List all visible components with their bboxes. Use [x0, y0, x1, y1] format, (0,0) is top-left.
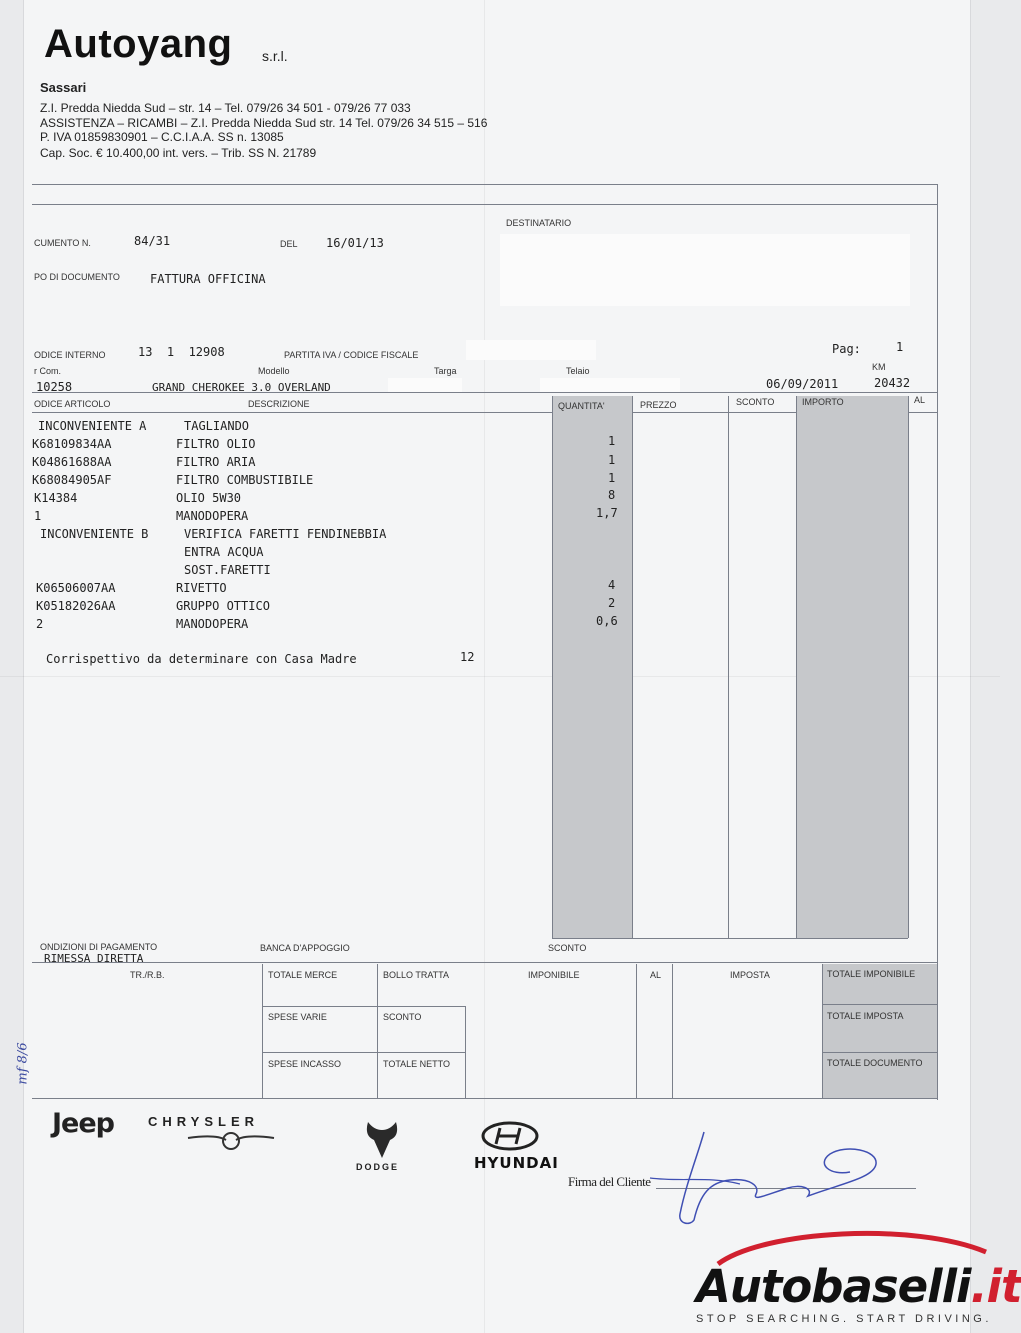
qty-column-shade — [552, 396, 632, 938]
row-code: K04861688AA — [32, 455, 112, 469]
imposta-label: IMPOSTA — [730, 970, 770, 980]
vehicle-model: GRAND CHEROKEE 3.0 OVERLAND — [152, 381, 331, 394]
vehicle-com: 10258 — [36, 380, 73, 394]
col-price: PREZZO — [640, 400, 677, 410]
company-suffix: s.r.l. — [262, 48, 288, 64]
frame-line — [32, 962, 938, 963]
payment-conditions: RIMESSA DIRETTA — [44, 952, 144, 965]
imponibile-label: IMPONIBILE — [528, 970, 580, 980]
column-divider — [796, 396, 797, 938]
internal-code: 13 1 12908 — [138, 345, 225, 359]
chrysler-logo: CHRYSLER — [148, 1114, 260, 1129]
row-code: K14384 — [34, 491, 78, 505]
del-label: DEL — [280, 239, 298, 249]
frame-line — [32, 1098, 938, 1099]
totale-merce-label: TOTALE MERCE — [268, 970, 338, 980]
plate-label: Targa — [434, 366, 457, 376]
row-qty: 0,6 — [596, 614, 618, 628]
row-code: INCONVENIENTE A — [38, 419, 147, 433]
row-desc: FILTRO COMBUSTIBILE — [176, 473, 314, 487]
row-qty: 1 — [608, 453, 616, 467]
dodge-logo: DODGE — [356, 1162, 400, 1172]
totals-divider — [636, 964, 637, 1098]
totale-netto-label: TOTALE NETTO — [383, 1059, 451, 1069]
spese-varie-label: SPESE VARIE — [268, 1012, 327, 1022]
dodge-ram-icon — [362, 1118, 402, 1160]
chrysler-wings-icon — [186, 1130, 276, 1152]
row-qty: 1 — [608, 471, 616, 485]
payment-discount-label: SCONTO — [548, 943, 587, 953]
row-desc: OLIO 5W30 — [176, 491, 242, 505]
row-qty: 1,7 — [596, 506, 618, 520]
col-description: DESCRIZIONE — [248, 399, 310, 409]
com-label: r Com. — [34, 366, 61, 376]
row-desc: FILTRO OLIO — [176, 437, 256, 451]
trrb-label: TR./R.B. — [130, 970, 165, 980]
watermark-logo — [696, 1260, 1021, 1313]
totals-divider — [822, 1052, 937, 1053]
doc-type-label: PO DI DOCUMENTO — [34, 272, 120, 282]
column-divider — [908, 396, 909, 938]
row-qty: 1 — [608, 434, 616, 448]
address-line: Z.I. Predda Niedda Sud – str. 14 – Tel. 079/26 34 501 - 079/26 77 033 — [40, 101, 411, 115]
row-code: 2 — [36, 617, 44, 631]
company-name: Autoyang — [44, 22, 233, 66]
redacted-frame — [540, 378, 680, 392]
internal-code-label: ODICE INTERNO — [34, 350, 106, 360]
spese-incasso-label: SPESE INCASSO — [268, 1059, 342, 1069]
column-divider — [728, 396, 729, 938]
col-qty: QUANTITA' — [558, 401, 605, 411]
payment-conditions-label: ONDIZIONI DI PAGAMENTO — [40, 942, 158, 952]
totals-divider — [822, 964, 823, 1098]
frame-label: Telaio — [566, 366, 590, 376]
note-text: Corrispettivo da determinare con Casa Madre — [46, 652, 357, 666]
doc-date: 16/01/13 — [326, 236, 384, 250]
vehicle-date: 06/09/2011 — [766, 377, 839, 391]
amount-column-shade — [796, 396, 908, 938]
hyundai-logo: HYUNDAI — [474, 1154, 559, 1172]
company-city: Sassari — [40, 80, 87, 95]
row-code: K06506007AA — [36, 581, 116, 595]
address-line: ASSISTENZA – RICAMBI – Z.I. Predda Niedda Sud str. 14 Tel. 079/26 34 515 – 516 — [40, 116, 488, 130]
totals-divider — [262, 1052, 466, 1053]
row-qty: 4 — [608, 578, 616, 592]
note-value: 12 — [460, 650, 475, 664]
doc-type: FATTURA OFFICINA — [150, 272, 266, 286]
watermark-name: Autobaselli — [696, 1260, 971, 1313]
redacted-plate — [388, 378, 462, 392]
destinatario-label: DESTINATARIO — [506, 218, 572, 228]
bank-label: BANCA D'APPOGGIO — [260, 943, 350, 953]
totals-divider — [262, 964, 263, 1098]
vat-label: PARTITA IVA / CODICE FISCALE — [284, 350, 419, 360]
column-bottom — [552, 938, 908, 939]
row-code: K68084905AF — [32, 473, 112, 487]
totals-shade — [822, 964, 937, 1098]
totals-divider — [262, 1006, 466, 1007]
jeep-logo: Jeep — [52, 1108, 114, 1139]
al-label: AL — [650, 970, 662, 980]
totale-documento-label: TOTALE DOCUMENTO — [827, 1058, 923, 1068]
col-vat: AL — [914, 395, 926, 405]
row-qty: 2 — [608, 596, 616, 610]
frame-line — [32, 184, 938, 185]
signature-scribble — [640, 1124, 880, 1234]
address-line: Cap. Soc. € 10.400,00 int. vers. – Trib. SS N. 21789 — [40, 146, 317, 160]
watermark-tagline: STOP SEARCHING. START DRIVING. — [696, 1313, 992, 1325]
column-divider — [552, 396, 553, 938]
col-discount: SCONTO — [736, 397, 775, 407]
vehicle-km: 20432 — [874, 376, 911, 390]
totals-divider — [822, 1004, 937, 1005]
watermark-tld: .it — [970, 1260, 1021, 1313]
col-code: ODICE ARTICOLO — [34, 399, 111, 409]
row-code: 1 — [34, 509, 42, 523]
page-number: 1 — [896, 340, 904, 354]
row-desc: GRUPPO OTTICO — [176, 599, 270, 613]
row-desc: FILTRO ARIA — [176, 455, 256, 469]
totale-imposta-label: TOTALE IMPOSTA — [827, 1011, 904, 1021]
column-divider — [632, 396, 633, 938]
doc-number-label: CUMENTO N. — [34, 238, 91, 248]
row-code: K68109834AA — [32, 437, 112, 451]
bollo-tratta-label: BOLLO TRATTA — [383, 970, 450, 980]
totals-divider — [377, 964, 378, 1098]
address-line: P. IVA 01859830901 – C.C.I.A.A. SS n. 13085 — [40, 130, 284, 144]
doc-number: 84/31 — [134, 234, 171, 248]
margin-note: mf 8/6 — [15, 1042, 31, 1085]
col-amount: IMPORTO — [802, 397, 844, 407]
row-qty: 8 — [608, 488, 616, 502]
redacted-recipient — [500, 234, 910, 306]
row-desc: RIVETTO — [176, 581, 227, 595]
row-desc: ENTRA ACQUA — [184, 545, 264, 559]
row-code: K05182026AA — [36, 599, 116, 613]
signature-label: Firma del Cliente — [568, 1174, 651, 1189]
row-desc: MANODOPERA — [176, 509, 249, 523]
km-label: KM — [872, 362, 886, 372]
page-label: Pag: — [832, 342, 861, 356]
model-label: Modello — [258, 366, 290, 376]
frame-line — [32, 204, 938, 205]
row-desc: MANODOPERA — [176, 617, 249, 631]
totals-divider — [672, 964, 673, 1098]
row-desc: SOST.FARETTI — [184, 563, 271, 577]
row-code: INCONVENIENTE B — [40, 527, 149, 541]
totale-imponibile-label: TOTALE IMPONIBILE — [827, 969, 916, 979]
row-desc: TAGLIANDO — [184, 419, 250, 433]
hyundai-emblem-icon — [480, 1120, 540, 1152]
row-desc: VERIFICA FARETTI FENDINEBBIA — [184, 527, 387, 541]
sconto-label: SCONTO — [383, 1012, 422, 1022]
redacted-vat — [466, 340, 596, 360]
